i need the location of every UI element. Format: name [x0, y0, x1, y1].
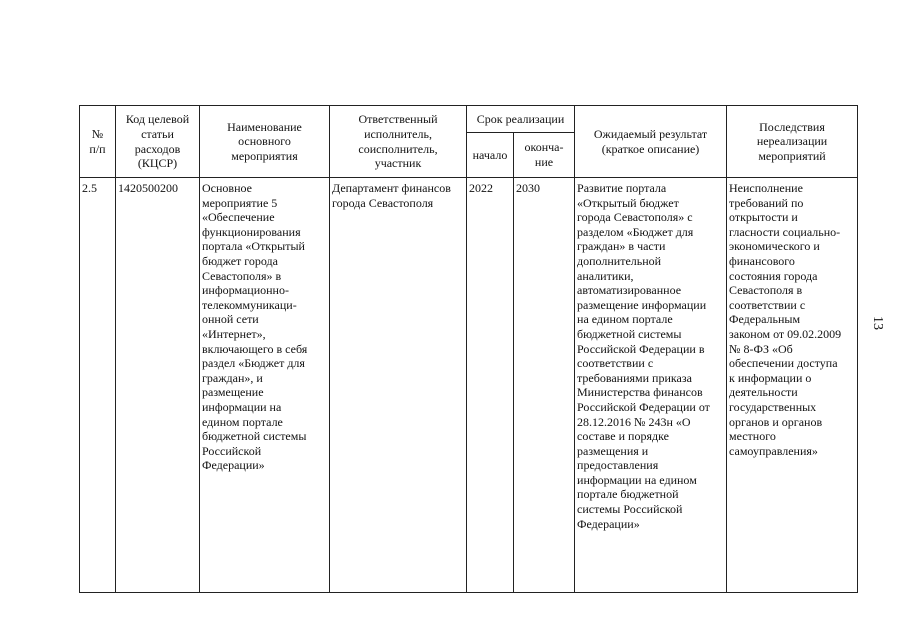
- cell-responsible: Департамент финансов города Севастополя: [330, 178, 467, 593]
- header-code: Код целевой статьи расходов (КЦСР): [116, 106, 200, 178]
- measures-table: [79, 105, 858, 593]
- header-result: Ожидаемый результат (краткое описание): [575, 106, 727, 178]
- header-responsible: Ответственный исполнитель, соисполнитель, участник: [330, 106, 467, 178]
- header-start: начало: [467, 133, 514, 178]
- header-consequences: Последствия нереализации мероприятий: [727, 106, 858, 178]
- cell-name: Основное мероприятие 5 «Обеспечение функционирования портала «Открытый бюджет города Севастополя» в информационно- телекоммуникаци- онной сети «Интернет», включающего в себя раздел «Бюджет для граждан», и размещение информации на едином портале бюджетной системы Российской Федерации»: [200, 178, 330, 593]
- page-number: 13: [870, 316, 885, 330]
- cell-num: 2.5: [80, 178, 116, 593]
- cell-consequences: Неисполнение требований по открытости и гласности социально- экономического и финансового состояния города Севастополя в соответствии с Федеральным законом от 09.02.2009 № 8-ФЗ «Об обеспечении доступа к информации о деятельности государственных органов и органов местного самоуправления»: [727, 178, 858, 593]
- cell-code: 1420500200: [116, 178, 200, 593]
- cell-end: 2030: [514, 178, 575, 593]
- cell-start: 2022: [467, 178, 514, 593]
- header-period: Срок реализации: [467, 106, 575, 133]
- header-end: оконча- ние: [514, 133, 575, 178]
- header-name: Наименование основного мероприятия: [200, 106, 330, 178]
- table-row: [80, 178, 858, 593]
- cell-result: Развитие портала «Открытый бюджет города Севастополя» с разделом «Бюджет для граждан» в части дополнительной аналитики, автоматизированное размещение информации на едином портале бюджетной системы Российской Федерации в соответствии с требованиями приказа Министерства финансов Российской Федерации от 28.12.2016 № 243н «О составе и порядке размещения и предоставления информации на едином портале бюджетной системы Российской Федерации»: [575, 178, 727, 593]
- header-num: № п/п: [80, 106, 116, 178]
